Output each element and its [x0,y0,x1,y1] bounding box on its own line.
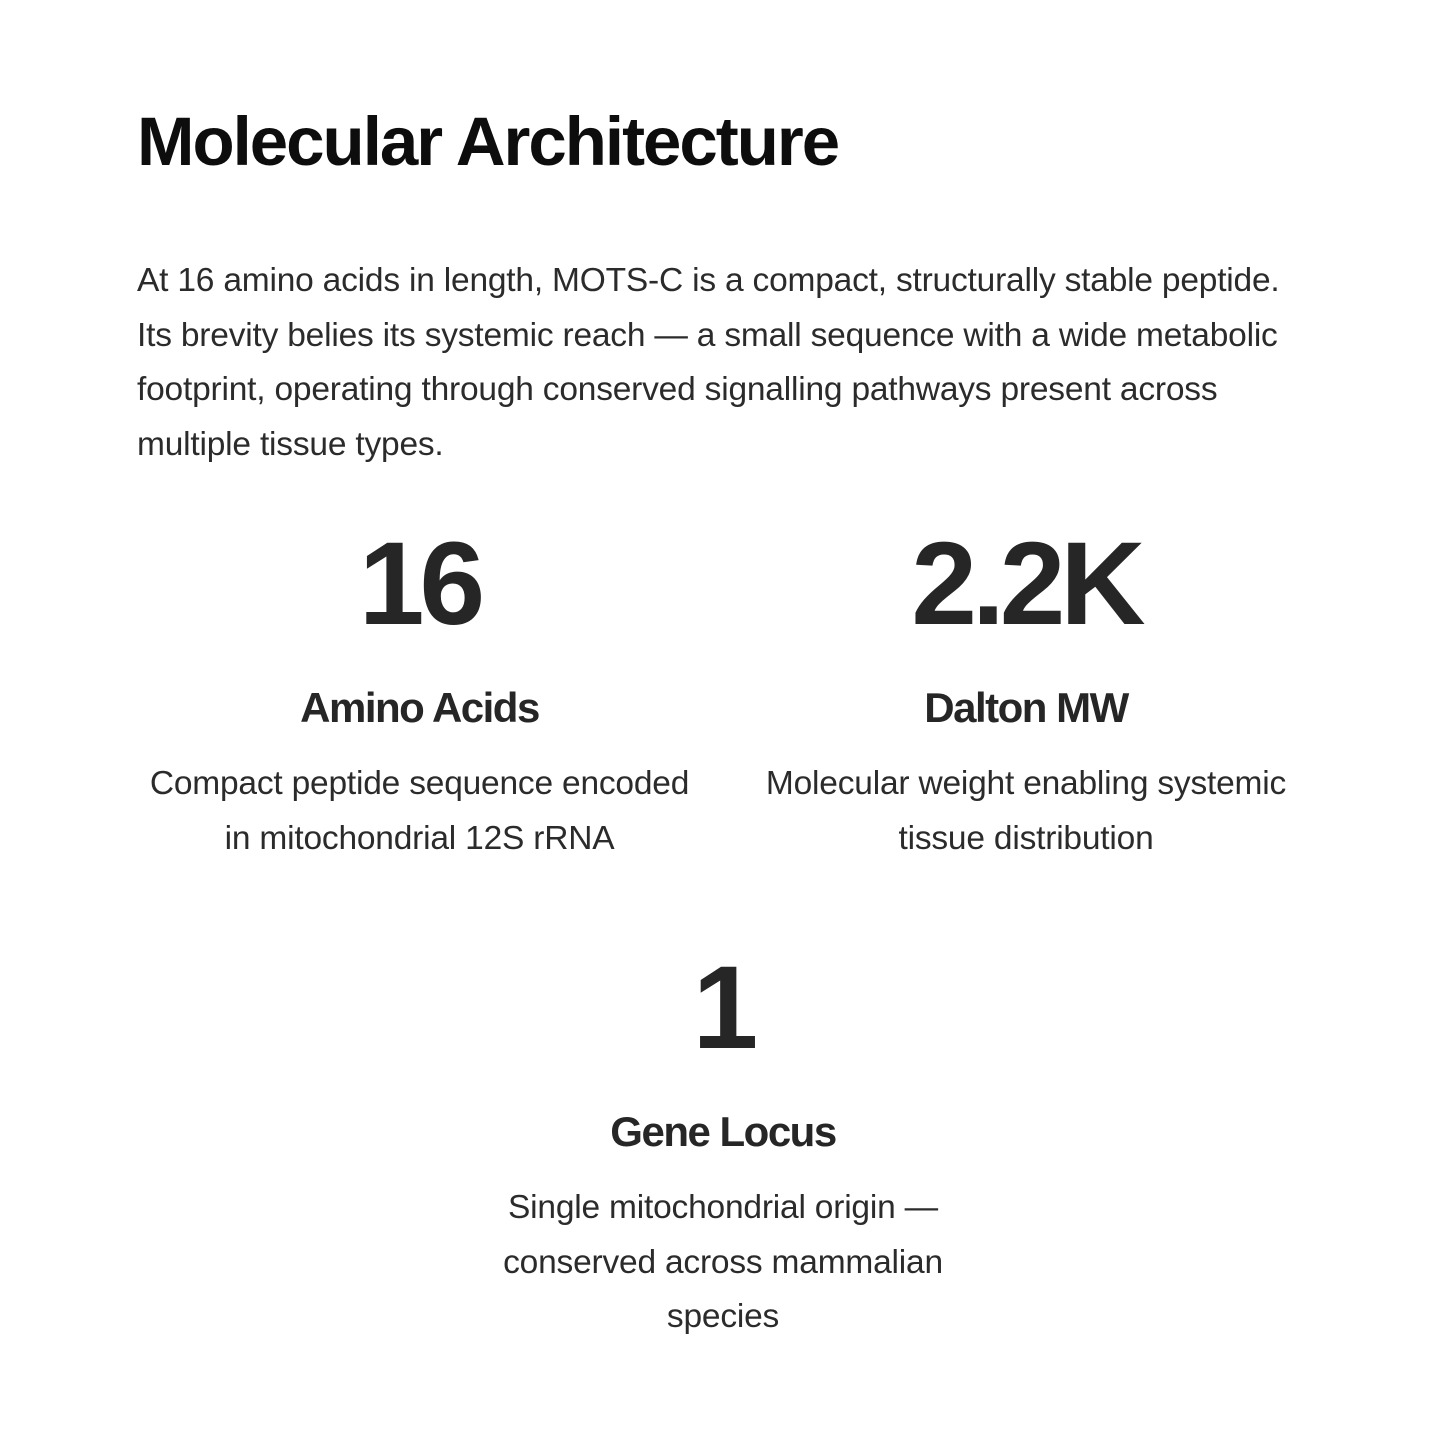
section-intro: At 16 amino acids in length, MOTS-C is a compact, structurally stable peptide. Its brevity belies its systemic reach — a small sequence with a wide metabolic footprint, operating through conserved signalling pathways present across multiple tissue types. [137,262,1280,463]
stat-label: Dalton MW [924,684,1128,731]
stat-card-gene-locus [468,0,978,1445]
stat-value: 2.2K [911,518,1141,650]
section-title: Molecular Architecture [137,103,839,180]
stat-value: 1 [692,942,754,1074]
stat-value: 16 [358,518,481,650]
stat-label: Gene Locus [610,1108,836,1155]
stat-label: Amino Acids [300,684,539,731]
stat-description: Compact peptide sequence encoded in mitochondrial 12S rRNA [149,765,690,857]
stat-description: Molecular weight enabling systemic tissue distribution [765,765,1287,857]
stat-description: Single mitochondrial origin — conserved across mammalian species [503,1189,943,1335]
